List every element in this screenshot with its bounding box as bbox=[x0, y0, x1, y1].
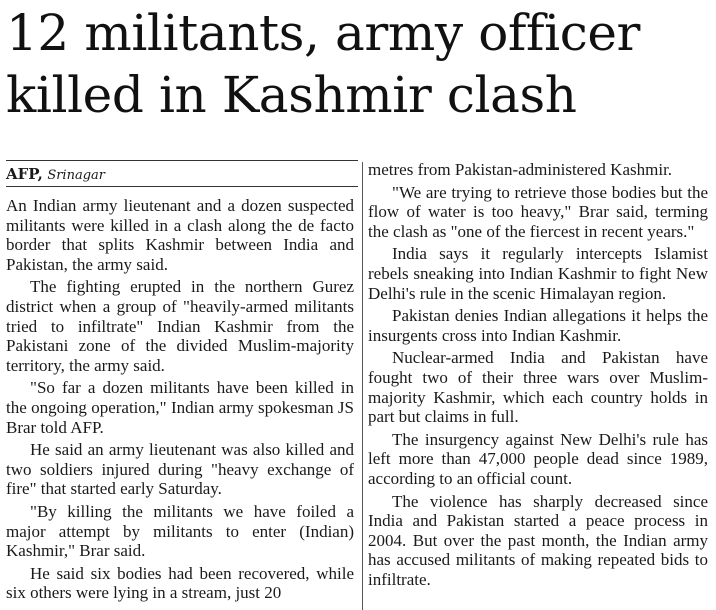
headline-line-2: killed in Kashmir clash bbox=[6, 66, 577, 124]
paragraph-continued: metres from Pakistan-administered Kashmir. bbox=[368, 160, 673, 179]
byline bbox=[6, 164, 105, 186]
byline-top-rule bbox=[6, 160, 358, 161]
byline-place: Srinagar bbox=[47, 168, 105, 183]
paragraph: He said an army lieutenant was also killed and two soldiers injured during "heavy exchange of fire" that started early Saturday. bbox=[6, 440, 354, 499]
paragraph: He said six bodies had been recovered, while six others were lying in a stream, just 20 bbox=[6, 563, 354, 603]
article-column-1 bbox=[6, 196, 354, 606]
headline-line-1: 12 militants, army officer bbox=[6, 4, 641, 62]
paragraph: The fighting erupted in the northern Gurez district when a group of "heavily-armed militants tried to infiltrate" Indian Kashmir from the Pakistani zone of the divided Muslim-majority territory, the army said. bbox=[6, 277, 354, 375]
paragraph: "By killing the militants we have foiled a major attempt by militants to enter (Indian) Kashmir," Brar said. bbox=[6, 501, 354, 561]
paragraph: "We are trying to retrieve those bodies but the flow of water is too heavy," Brar said, terming the clash as "one of the fiercest in recent years." bbox=[368, 182, 708, 241]
headline bbox=[6, 2, 712, 126]
paragraph: Pakistan denies Indian allegations it helps the insurgents cross into Indian Kashmir. bbox=[368, 306, 708, 345]
paragraph: The insurgency against New Delhi's rule has left more than 47,000 people dead since 1989, according to an official count. bbox=[368, 429, 708, 488]
byline-agency: AFP, bbox=[6, 165, 43, 183]
paragraph: The violence has sharply decreased since India and Pakistan started a peace process in 2004. But over the past month, the Indian army has accused militants of making repeated bids to infiltrate. bbox=[368, 491, 708, 589]
article-column-2 bbox=[368, 160, 708, 592]
paragraph: Nuclear-armed India and Pakistan have fought two of their three wars over Muslim-majority Kashmir, which each country holds in part but claims in full. bbox=[368, 348, 708, 427]
paragraph: An Indian army lieutenant and a dozen suspected militants were killed in a clash along the de facto border that splits Kashmir between India and Pakistan, the army said. bbox=[6, 196, 354, 274]
paragraph: India says it regularly intercepts Islamist rebels sneaking into Indian Kashmir to fight New Delhi's rule in the scenic Himalayan region. bbox=[368, 244, 708, 303]
byline-bottom-rule bbox=[6, 186, 358, 187]
column-divider bbox=[362, 162, 363, 610]
paragraph: "So far a dozen militants have been killed in the ongoing operation," Indian army spokesman JS Brar told AFP. bbox=[6, 378, 354, 437]
